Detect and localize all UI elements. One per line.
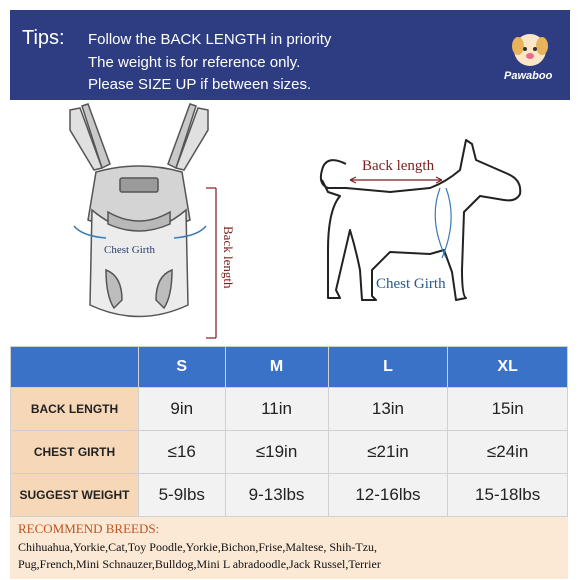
table-cell: 13in [328, 388, 448, 431]
breeds-line-2: Pug,French,Mini Schnauzer,Bulldog,Mini L abradoodle,Jack Russel,Terrier [18, 557, 381, 571]
dog-back-length-label: Back length [362, 158, 435, 174]
pawaboo-logo [502, 28, 558, 92]
tip-line-2: The weight is for reference only. [88, 54, 301, 71]
bag-back-length-label: Back length [221, 226, 236, 289]
dog-back-length-arrow [350, 177, 442, 183]
table-cell: 15in [448, 388, 568, 431]
size-header-s: S [139, 347, 226, 388]
pet-carrier-icon [70, 104, 208, 317]
table-cell: ≤19in [225, 431, 328, 474]
table-cell: 11in [225, 388, 328, 431]
recommended-breeds-box [10, 517, 568, 579]
illustration-area [10, 100, 570, 340]
header-corner [11, 347, 139, 388]
table-cell: ≤21in [328, 431, 448, 474]
bag-length-bracket [206, 188, 216, 338]
table-cell: 9in [139, 388, 226, 431]
size-chart-table [10, 346, 568, 517]
size-header-l: L [328, 347, 448, 388]
tip-line-3: Please SIZE UP if between sizes. [88, 76, 312, 93]
table-cell: 5-9lbs [139, 474, 226, 517]
carrier-and-dog-illustration [10, 100, 570, 340]
bag-chest-girth-label: Chest Girth [104, 244, 156, 256]
table-cell: 12-16lbs [328, 474, 448, 517]
table-header-row [11, 347, 568, 388]
tips-label: Tips: [22, 27, 65, 49]
logo-text: Pawaboo [504, 70, 553, 82]
tips-banner [10, 10, 570, 100]
dog-face-icon [502, 28, 558, 72]
table-row [11, 431, 568, 474]
size-header-xl: XL [448, 347, 568, 388]
table-cell: 15-18lbs [448, 474, 568, 517]
table-cell: ≤16 [139, 431, 226, 474]
row-label-suggest-weight: SUGGEST WEIGHT [11, 474, 139, 517]
breeds-line-1: Chihuahua,Yorkie,Cat,Toy Poodle,Yorkie,Bichon,Frise,Maltese, Shih-Tzu, [18, 540, 378, 554]
table-cell: 9-13lbs [225, 474, 328, 517]
table-row [11, 474, 568, 517]
dog-chest-girth-label: Chest Girth [376, 276, 446, 292]
table-row [11, 388, 568, 431]
tip-line-1: Follow the BACK LENGTH in priority [88, 31, 332, 48]
table-cell: ≤24in [448, 431, 568, 474]
row-label-chest-girth: CHEST GIRTH [11, 431, 139, 474]
breeds-title: RECOMMEND BREEDS: [18, 521, 160, 536]
row-label-back-length: BACK LENGTH [11, 388, 139, 431]
size-header-m: M [225, 347, 328, 388]
